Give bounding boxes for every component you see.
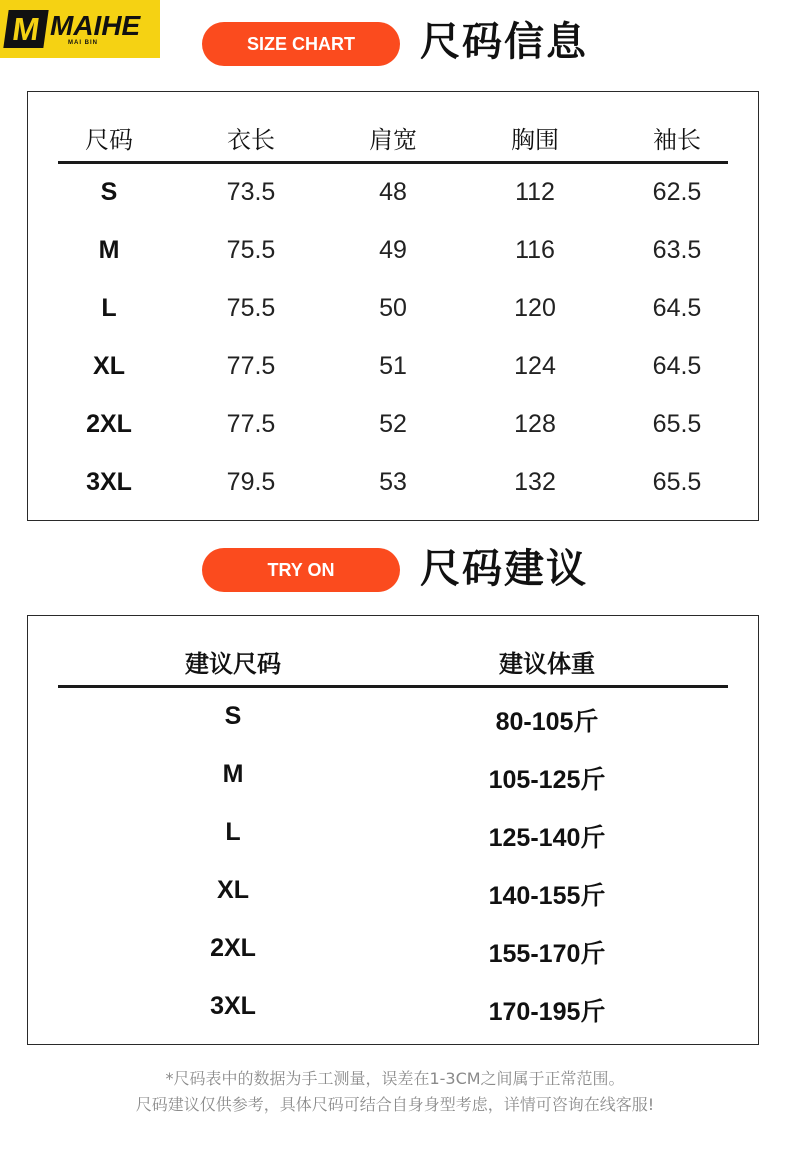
cell-size: 2XL xyxy=(210,934,256,962)
cell-shoulder: 48 xyxy=(379,178,407,206)
cell-shoulder: 52 xyxy=(379,410,407,438)
try-on-pill: TRY ON xyxy=(202,548,400,592)
cell-sleeve: 65.5 xyxy=(652,468,702,496)
cell-weight: 105-125斤 xyxy=(488,766,606,794)
header-suggested-weight: 建议体重 xyxy=(499,650,595,678)
table-row xyxy=(28,702,758,742)
cell-weight: 140-155斤 xyxy=(488,882,606,910)
cell-chest: 116 xyxy=(515,236,555,264)
cell-sleeve: 64.5 xyxy=(652,294,702,322)
brand-logo xyxy=(0,0,160,58)
cell-shoulder: 53 xyxy=(379,468,407,496)
cell-sleeve: 63.5 xyxy=(652,236,702,264)
size-suggestion-title: 尺码建议 xyxy=(420,546,588,592)
cell-length: 75.5 xyxy=(226,294,276,322)
table-row xyxy=(28,760,758,800)
cell-length: 73.5 xyxy=(226,178,276,206)
size-suggestion-table xyxy=(27,615,759,1045)
cell-size: S xyxy=(100,178,118,206)
cell-chest: 124 xyxy=(514,352,556,380)
cell-weight: 155-170斤 xyxy=(488,940,606,968)
cell-length: 77.5 xyxy=(226,410,276,438)
cell-chest: 128 xyxy=(514,410,556,438)
cell-sleeve: 65.5 xyxy=(652,410,702,438)
header-suggested-size: 建议尺码 xyxy=(185,650,281,678)
table-row xyxy=(28,410,758,450)
size-chart-pill: SIZE CHART xyxy=(202,22,400,66)
table-row xyxy=(28,178,758,218)
cell-chest: 120 xyxy=(514,294,556,322)
suggestion-note: 尺码建议仅供参考，具体尺码可结合自身身型考虑，详情可咨询在线客服! xyxy=(135,1095,655,1114)
cell-size: XL xyxy=(217,876,249,904)
logo-text xyxy=(50,12,140,46)
header-sleeve: 袖长 xyxy=(653,126,701,154)
header-shoulder: 肩宽 xyxy=(369,126,417,154)
table-row xyxy=(28,468,758,508)
table-row xyxy=(28,992,758,1032)
cell-size: 3XL xyxy=(86,468,132,496)
table-row xyxy=(28,876,758,916)
cell-weight: 170-195斤 xyxy=(488,998,606,1026)
cell-size: 3XL xyxy=(210,992,256,1020)
size-chart-table xyxy=(27,91,759,521)
table-row xyxy=(28,818,758,858)
measurement-note: *尺码表中的数据为手工测量，误差在1-3CM之间属于正常范围。 xyxy=(165,1069,625,1088)
cell-size: M xyxy=(98,236,120,264)
header-length: 衣长 xyxy=(227,126,275,154)
header-chest: 胸围 xyxy=(511,126,559,154)
table-row xyxy=(28,934,758,974)
cell-chest: 132 xyxy=(514,468,556,496)
cell-size: L xyxy=(225,818,241,846)
cell-size: L xyxy=(101,294,117,322)
cell-length: 77.5 xyxy=(226,352,276,380)
table-row xyxy=(28,236,758,276)
table-row xyxy=(28,352,758,392)
cell-weight: 80-105斤 xyxy=(495,708,599,736)
cell-size: S xyxy=(224,702,242,730)
cell-shoulder: 51 xyxy=(379,352,407,380)
table-row xyxy=(28,294,758,334)
cell-sleeve: 64.5 xyxy=(652,352,702,380)
logo-mark: M xyxy=(3,10,48,48)
header-size: 尺码 xyxy=(85,126,133,154)
size-info-title: 尺码信息 xyxy=(420,19,588,65)
cell-shoulder: 49 xyxy=(379,236,407,264)
size-chart-header-row xyxy=(58,92,728,164)
cell-shoulder: 50 xyxy=(379,294,407,322)
cell-size: 2XL xyxy=(86,410,132,438)
cell-length: 79.5 xyxy=(226,468,276,496)
cell-size: XL xyxy=(93,352,125,380)
cell-sleeve: 62.5 xyxy=(652,178,702,206)
logo-subtext: MAI BIN xyxy=(68,40,98,46)
cell-length: 75.5 xyxy=(226,236,276,264)
cell-size: M xyxy=(222,760,244,788)
suggestion-header-row xyxy=(58,616,728,688)
cell-weight: 125-140斤 xyxy=(488,824,606,852)
logo-wordmark: MAIHE xyxy=(50,10,141,41)
cell-chest: 112 xyxy=(515,178,555,206)
